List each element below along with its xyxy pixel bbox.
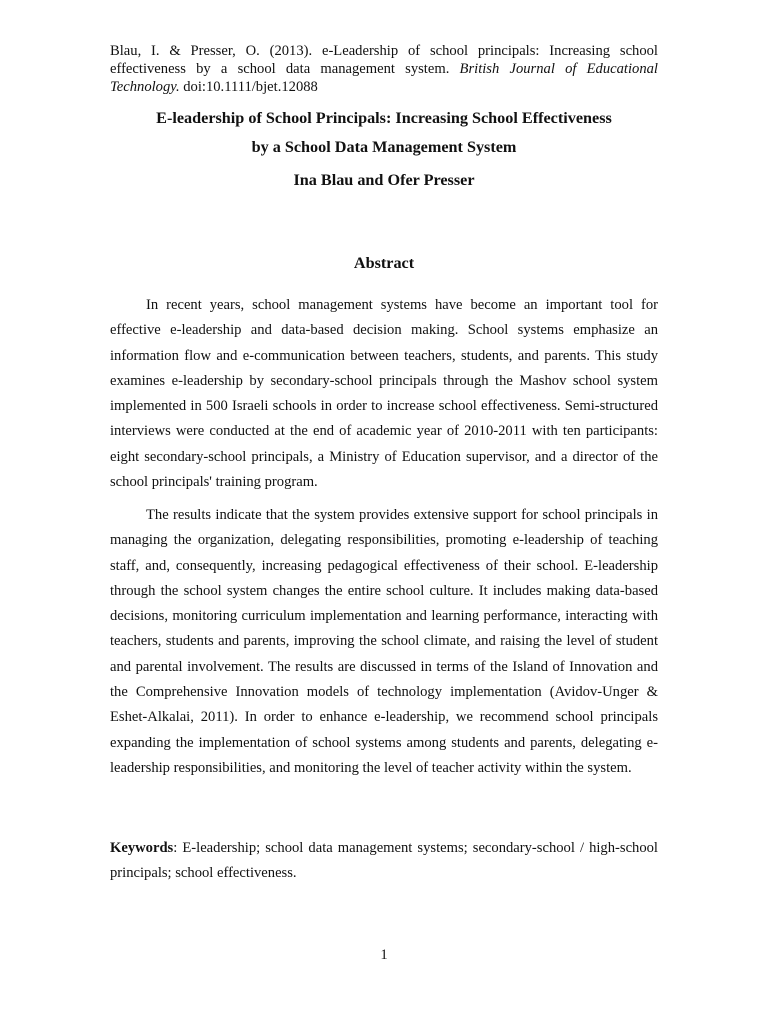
paper-title-line-2: by a School Data Management System xyxy=(251,138,517,156)
citation-reference: Blau, I. & Presser, O. (2013). e-Leadership of school principals: Increasing school effectiveness by a school data management system. xyxy=(110,43,658,77)
keywords-label: Keywords xyxy=(110,840,174,856)
keywords-text: : E-leadership; school data management systems; secondary-school / high-school principals; school effectiveness. xyxy=(110,840,658,882)
abstract-heading: Abstract xyxy=(353,254,415,272)
keywords-block xyxy=(110,836,658,887)
abstract-paragraph-2: The results indicate that the system provides extensive support for school principals in managing the organization, delegating responsibilities, promoting e-leadership of teaching staff, and, consequently, increasing pedagogical effectiveness of their school. E-leadership through the school system changes the entire school culture. It includes making data-based decisions, monitoring curriculum implementation and learning performance, interacting with teachers, students and parents, improving the school climate, and raising the level of student and parental involvement. The results are discussed in terms of the Island of Innovation and the Comprehensive Innovation models of technology implementation (Avidov-Unger & Eshet-Alkalai, 2011). In order to enhance e-leadership, we recommend school principals expanding the implementation of school systems among students and parents, delegating e-leadership responsibilities, and monitoring the level of teacher activity within the system. xyxy=(110,507,658,776)
abstract-paragraph-1: In recent years, school management systems have become an important tool for effective e-leadership and data-based decision making. School systems emphasize an information flow and e-communication between teachers, students, and parents. This study examines e-leadership by secondary-school principals through the Mashov school system implemented in 500 Israeli schools in order to increase school effectiveness. Semi-structured interviews were conducted at the end of academic year of 2010-2011 with ten participants: eight secondary-school principals, a Ministry of Education supervisor, and a director of the school principals' training program. xyxy=(110,297,658,491)
paper-authors: Ina Blau and Ofer Presser xyxy=(293,171,475,189)
citation-doi: doi:10.1111/bjet.12088 xyxy=(183,79,318,95)
paper-title-line-1: E-leadership of School Principals: Increasing School Effectiveness xyxy=(156,109,612,127)
paper-title xyxy=(110,104,658,162)
citation-journal: British Journal of Educational Technology. xyxy=(110,61,658,95)
citation-block xyxy=(110,42,658,96)
page-number: 1 xyxy=(380,947,388,963)
